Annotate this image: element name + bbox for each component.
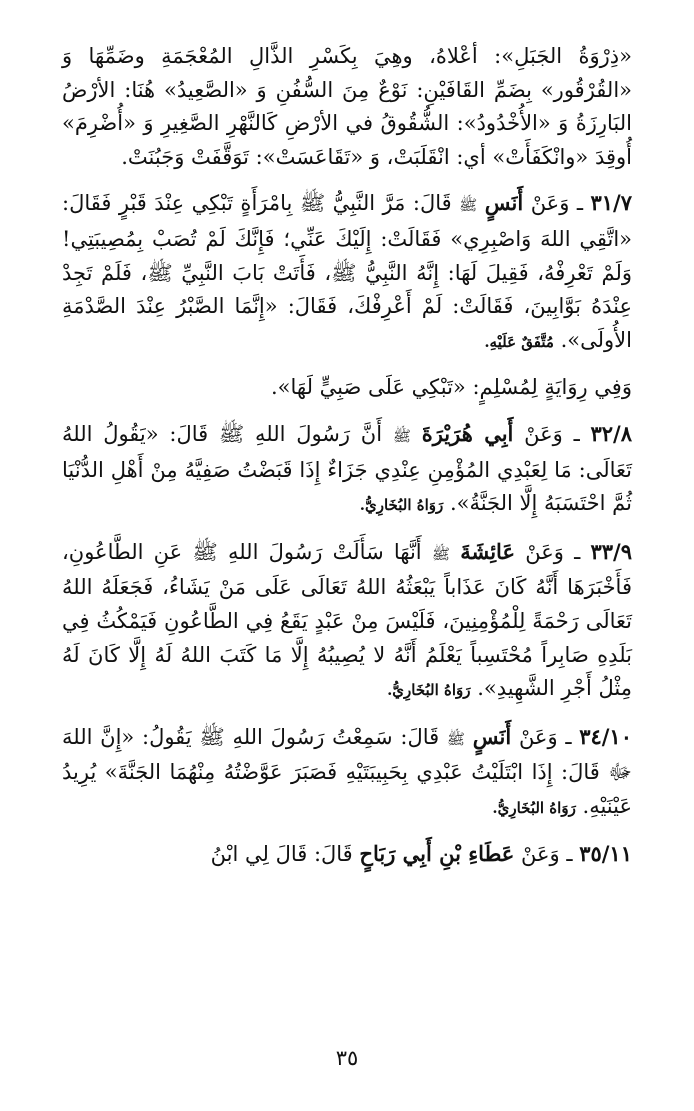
hadith-narrator: عَطَاءِ بْنِ أَبِي رَبَاحٍ xyxy=(359,841,515,867)
hadith-number: ٣٢/٨ xyxy=(590,420,632,446)
hadith-intro: ـ وَعَنْ xyxy=(530,191,583,216)
hadith-body: قَالَ: مَرَّ النَّبِيُّ ﷺ بِامْرَأَةٍ تَبْكِي عِنْدَ قَبْرٍ فَقَالَ: «اتَّقِي اللهَ وَاصْبِرِي» فَقَالَتْ: إِلَيْكَ عَنِّي؛ فَإِنَّكَ لَمْ تُصَبْ بِمُصِيبَتِي! وَلَمْ تَعْرِفْهُ، فَقِيلَ لَهَا: إِنَّهُ النَّبِيُّ ﷺ، فَأَتَتْ بَابَ النَّبِيِّ ﷺ، فَلَمْ تَجِدْ عِنْدَهُ بَوَّابِينَ، فَقَالَتْ: لَمْ أَعْرِفْكَ، فَقَالَ: «إِنَّمَا الصَّبْرُ عِنْدَ الصَّدْمَةِ الأُولَى». xyxy=(62,191,632,352)
hadith-narrator: أَنَسٍ xyxy=(484,190,524,216)
hadith-32-8 xyxy=(62,417,632,523)
hadith-body: أَنَّ رَسُولَ اللهِ ﷺ قَالَ: «يَقُولُ اللهُ تَعَالَى: مَا لِعَبْدِي المُؤْمِنِ عِنْدِي جَزَاءٌ إِذَا قَبَضْتُ صَفِيَّهُ مِنْ أَهْلِ الدُّنْيَا ثُمَّ احْتَسَبَهُ إِلَّا الجَنَّةُ». xyxy=(62,421,632,516)
honorific-glyph: ﷺ xyxy=(431,544,450,563)
hadith-narrator: عَائِشَةَ xyxy=(460,538,515,564)
hadith-body: قَالَ: سَمِعْتُ رَسُولَ اللهِ ﷺ يَقُولُ: «إِنَّ اللهَ ﷻ قَالَ: إِذَا ابْتَلَيْتُ عَبْدِي بِحَبِيبَتَيْهِ فَصَبَرَ عَوَّضْتُهُ مِنْهُمَا الجَنَّةَ» يُرِيدُ عَيْنَيْهِ. xyxy=(62,724,632,818)
hadith-intro: ـ وَعَنْ xyxy=(524,421,580,446)
hadith-31-7 xyxy=(62,186,632,359)
hadith-source: رَوَاهُ البُخَارِيُّ. xyxy=(492,798,576,817)
page-body xyxy=(62,40,632,872)
hadith-source: مُتَّفَقٌ عَلَيْهِ. xyxy=(484,332,554,351)
hadith-number: ٣٥/١١ xyxy=(579,841,632,867)
hadith-source: رَوَاهُ البُخَارِيُّ. xyxy=(359,496,444,515)
hadith-33-9 xyxy=(62,535,632,708)
hadith-number: ٣١/٧ xyxy=(590,190,632,216)
hadith-body: أَنَّهَا سَأَلَتْ رَسُولَ اللهِ ﷺ عَنِ الطَّاعُونِ، فَأَخْبَرَهَا أَنَّهُ كَانَ عَذَاباً يَبْعَثُهُ اللهُ تَعَالَى عَلَى مَنْ يَشَاءُ، فَجَعَلَهُ اللهُ تَعَالَى رَحْمَةً لِلْمُؤْمِنِينَ، فَلَيْسَ مِنْ عَبْدٍ يَقَعُ فِي الطَّاعُونِ فَيَمْكُثُ فِي بَلَدِهِ صَابِراً مُحْتَسِباً يَعْلَمُ أَنَّهُ لا يُصِيبُهُ إِلَّا مَا كَتَبَ اللهُ لَهُ إِلَّا كَانَ لَهُ مِثْلُ أَجْرِ الشَّهِيدِ». xyxy=(62,539,632,701)
page-number: ٣٥ xyxy=(335,1046,359,1070)
hadith-source: رَوَاهُ البُخَارِيُّ. xyxy=(387,681,471,700)
hadith-number: ٣٣/٩ xyxy=(590,538,632,564)
hadith-intro: ـ وَعَنْ xyxy=(525,539,581,564)
glossary-text: «ذِرْوَةُ الجَبَلِ»: أعْلاهُ، وهِيَ بِكَسْرِ الذَّالِ المُعْجَمَةِ وضَمِّهَا وَ «القُرْقُور» بِضَمِّ القَافَيْنِ: نَوْعٌ مِنَ السُّفُنِ وَ «الصَّعِيدُ» هُنَا: الأرْضُ البَارِزَةُ وَ «الأُخْدُودُ»: الشُّقُوقُ في الأرْضِ كَالنَّهْرِ الصَّغِيرِ وَ «أُضْرِمَ» أُوقِدَ «وانْكَفَأَتْ» أي: انْقَلَبَتْ، وَ «تَقَاعَسَتْ»: تَوَقَّفَتْ وَجَبُنَتْ. xyxy=(62,44,632,169)
hadith-number: ٣٤/١٠ xyxy=(579,723,632,749)
honorific-glyph: ﷺ xyxy=(392,426,411,445)
hadith-narrator: أَبِي هُرَيْرَةَ xyxy=(421,420,514,446)
hadith-intro: ـ وَعَنْ xyxy=(518,724,572,749)
hadith-31-7-variant xyxy=(62,371,632,405)
glossary-paragraph xyxy=(62,40,632,174)
honorific-glyph: ﷺ xyxy=(446,729,466,748)
hadith-34-10 xyxy=(62,720,632,826)
hadith-35-11 xyxy=(62,837,632,872)
hadith-variant: وَفِي رِوَايَةٍ لِمُسْلِمٍ: «تَبْكِي عَلَى صَبِيٍّ لَهَا». xyxy=(270,375,632,400)
hadith-narrator: أَنَسٍ xyxy=(472,723,512,749)
hadith-body: قَالَ: قَالَ لِي ابْنُ xyxy=(210,842,353,867)
hadith-intro: ـ وَعَنْ xyxy=(521,842,573,867)
honorific-glyph: ﷺ xyxy=(459,196,478,215)
